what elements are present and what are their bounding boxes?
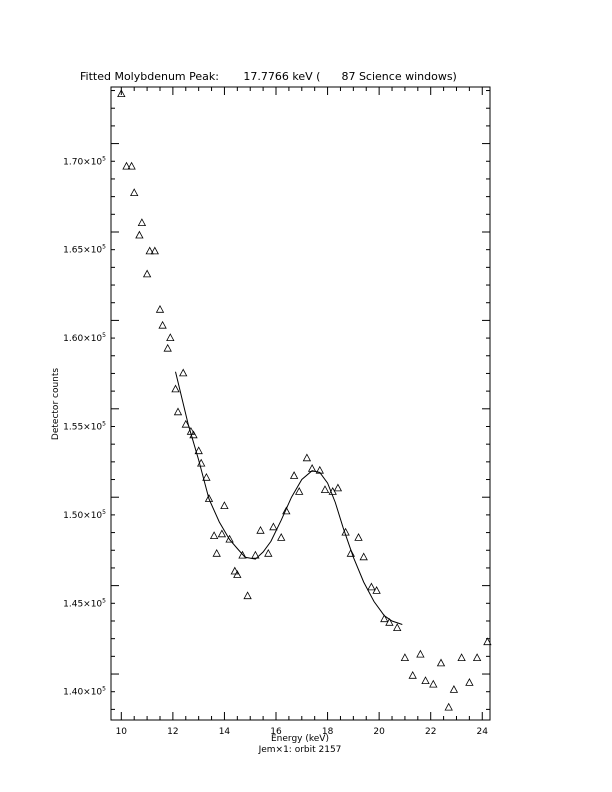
data-point-triangle xyxy=(213,550,220,557)
x-axis-ticks xyxy=(121,87,482,720)
data-point-triangle xyxy=(334,484,341,491)
data-point-triangle xyxy=(360,553,367,560)
data-point-triangle xyxy=(144,270,151,277)
data-point-triangle xyxy=(291,472,298,479)
data-point-triangle xyxy=(164,345,171,352)
data-point-triangle xyxy=(180,369,187,376)
y-tick-label: $1.50\times 10^5$ xyxy=(63,508,106,521)
x-tick-label: 12 xyxy=(167,727,179,737)
data-point-triangle xyxy=(458,654,465,661)
data-point-triangle xyxy=(175,408,182,415)
plot-frame xyxy=(111,87,490,720)
y-axis-tick-labels xyxy=(63,155,106,697)
data-point-triangle xyxy=(450,686,457,693)
y-axis-label: Detector counts xyxy=(51,367,61,441)
data-point-triangle xyxy=(136,232,143,239)
x-tick-label: 24 xyxy=(476,727,488,737)
data-point-triangle xyxy=(159,322,166,329)
data-point-triangle xyxy=(270,523,277,530)
data-point-triangle xyxy=(131,189,138,196)
data-point-triangle xyxy=(167,334,174,341)
data-point-triangle xyxy=(278,534,285,541)
x-tick-label: 18 xyxy=(321,727,334,737)
y-tick-label: $1.45\times 10^5$ xyxy=(63,597,106,610)
data-point-triangle xyxy=(172,385,179,392)
data-point-triangle xyxy=(394,624,401,631)
data-point-triangle xyxy=(417,651,424,658)
y-tick-label: $1.70\times 10^5$ xyxy=(63,155,106,168)
data-point-triangle xyxy=(322,486,329,493)
x-tick-label: 16 xyxy=(270,727,282,737)
data-point-triangle xyxy=(438,659,445,666)
x-axis-label: Energy (keV) xyxy=(271,734,329,744)
x-tick-label: 10 xyxy=(115,727,128,737)
data-point-triangle xyxy=(474,654,481,661)
y-tick-label: $1.55\times 10^5$ xyxy=(63,420,106,433)
data-point-triangle xyxy=(221,502,228,509)
x-tick-label: 20 xyxy=(373,727,385,737)
data-point-triangle xyxy=(157,306,164,313)
x-tick-label: 14 xyxy=(218,727,231,737)
data-point-triangle xyxy=(430,681,437,688)
data-point-triangle xyxy=(303,454,310,461)
data-point-triangle xyxy=(211,532,218,539)
data-point-triangle xyxy=(422,677,429,684)
data-point-triangle xyxy=(368,583,375,590)
data-point-triangle xyxy=(355,534,362,541)
data-point-triangle xyxy=(257,527,264,534)
y-tick-label: $1.60\times 10^5$ xyxy=(63,332,106,345)
data-point-triangle xyxy=(265,550,272,557)
data-point-triangle xyxy=(445,704,452,711)
x-tick-label: 22 xyxy=(424,727,437,737)
data-point-triangle xyxy=(244,592,251,599)
data-point-triangle xyxy=(466,679,473,686)
y-axis-ticks xyxy=(111,91,490,710)
data-point-triangle xyxy=(138,219,145,226)
data-points xyxy=(118,90,491,710)
y-tick-label: $1.65\times 10^5$ xyxy=(63,243,106,256)
chart-title: Fitted Molybdenum Peak: 17.7766 keV ( 87 Science windows) xyxy=(80,70,457,83)
fit-curve xyxy=(176,372,403,625)
footer-label: Jem×1: orbit 2157 xyxy=(258,745,342,755)
data-point-triangle xyxy=(401,654,408,661)
y-tick-label: $1.40\times 10^5$ xyxy=(63,685,106,698)
data-point-triangle xyxy=(409,672,416,679)
